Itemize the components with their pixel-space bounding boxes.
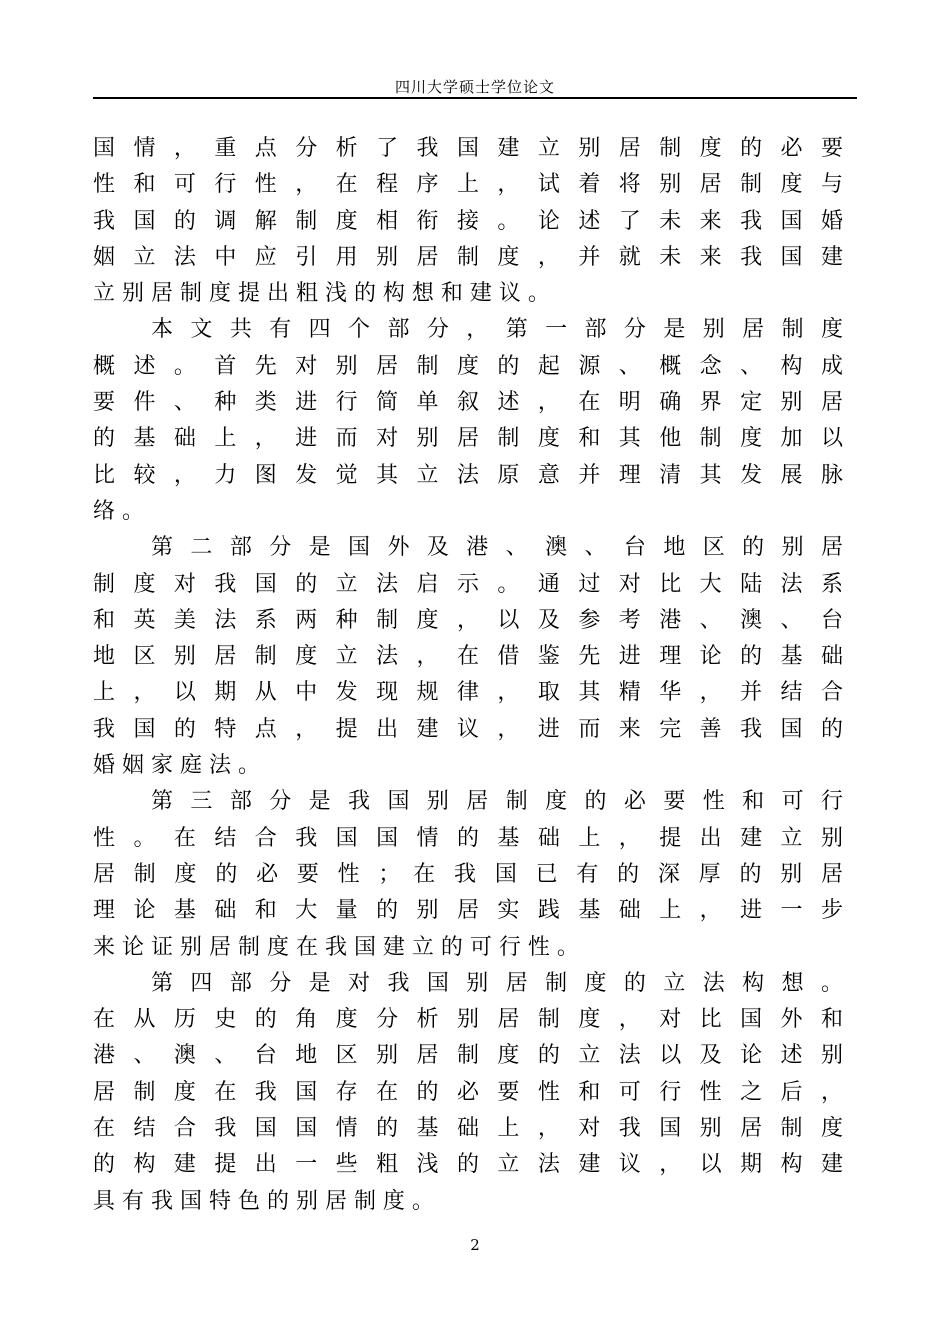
text-line: 立 别 居 制 度 提 出 粗 浅 的 构 想 和 建 议 。 <box>93 281 550 307</box>
paragraph-first-line: 第 二 部 分 是 国 外 及 港 、 澳 、 台 地 区 的 别 居 <box>151 535 843 561</box>
text-line: 性 和 可 行 性 ， 在 程 序 上 ， 试 着 将 别 居 制 度 与 <box>93 172 843 198</box>
text-line: 比 较 ， 力 图 发 觉 其 立 法 原 意 并 理 清 其 发 展 脉 <box>93 462 843 488</box>
text-line: 居 制 度 在 我 国 存 在 的 必 要 性 和 可 行 性 之 后 ， <box>93 1079 843 1105</box>
text-line: 在 从 历 史 的 角 度 分 析 别 居 制 度 ， 对 比 国 外 和 <box>93 1007 843 1033</box>
text-line: 我 国 的 调 解 制 度 相 衔 接 。 论 述 了 未 来 我 国 婚 <box>93 208 843 234</box>
body-text <box>93 131 843 1220</box>
page-number: 2 <box>470 1236 480 1254</box>
text-line: 我 国 的 特 点 ， 提 出 建 议 ， 进 而 来 完 善 我 国 的 <box>93 716 843 742</box>
text-line: 国 情 ， 重 点 分 析 了 我 国 建 立 别 居 制 度 的 必 要 <box>93 136 843 161</box>
text-line: 的 构 建 提 出 一 些 粗 浅 的 立 法 建 议 ， 以 期 构 建 <box>93 1152 843 1178</box>
text-line: 上 ， 以 期 从 中 发 现 规 律 ， 取 其 精 华 ， 并 结 合 <box>93 680 843 706</box>
text-line: 和 英 美 法 系 两 种 制 度 ， 以 及 参 考 港 、 澳 、 台 <box>93 607 843 633</box>
text-line: 要 件 、 种 类 进 行 简 单 叙 述 ， 在 明 确 界 定 别 居 <box>93 390 843 416</box>
paragraph-first-line: 第 四 部 分 是 对 我 国 别 居 制 度 的 立 法 构 想 。 <box>151 970 843 996</box>
text-line: 的 基 础 上 ， 进 而 对 别 居 制 度 和 其 他 制 度 加 以 <box>93 426 843 452</box>
text-line: 居 制 度 的 必 要 性 ； 在 我 国 已 有 的 深 厚 的 别 居 <box>93 861 843 887</box>
paragraph-first-line: 第 三 部 分 是 我 国 别 居 制 度 的 必 要 性 和 可 行 <box>151 789 843 815</box>
text-line: 具 有 我 国 特 色 的 别 居 制 度 。 <box>93 1188 434 1214</box>
running-header-title: 四川大学硕士学位论文 <box>394 78 555 96</box>
text-line: 港 、 澳 、 台 地 区 别 居 制 度 的 立 法 以 及 论 述 别 <box>93 1043 843 1069</box>
text-line: 姻 立 法 中 应 引 用 别 居 制 度 ， 并 就 未 来 我 国 建 <box>93 244 843 270</box>
text-line: 制 度 对 我 国 的 立 法 启 示 。 通 过 对 比 大 陆 法 系 <box>93 571 843 597</box>
paragraph-first-line: 本 文 共 有 四 个 部 分 ， 第 一 部 分 是 别 居 制 度 <box>151 317 843 343</box>
text-line: 性 。 在 结 合 我 国 国 情 的 基 础 上 ， 提 出 建 立 别 <box>93 825 843 851</box>
header-rule <box>93 97 857 99</box>
text-line: 地 区 别 居 制 度 立 法 ， 在 借 鉴 先 进 理 论 的 基 础 <box>93 644 843 670</box>
text-line: 在 结 合 我 国 国 情 的 基 础 上 ， 对 我 国 别 居 制 度 <box>93 1116 843 1142</box>
text-line: 概 述 。 首 先 对 别 居 制 度 的 起 源 、 概 念 、 构 成 <box>93 353 843 379</box>
text-line: 来 论 证 别 居 制 度 在 我 国 建 立 的 可 行 性 。 <box>93 934 579 960</box>
text-line: 络 。 <box>93 498 144 524</box>
text-line: 理 论 基 础 和 大 量 的 别 居 实 践 基 础 上 ， 进 一 步 <box>93 898 843 924</box>
text-line: 婚 姻 家 庭 法 。 <box>93 753 260 779</box>
